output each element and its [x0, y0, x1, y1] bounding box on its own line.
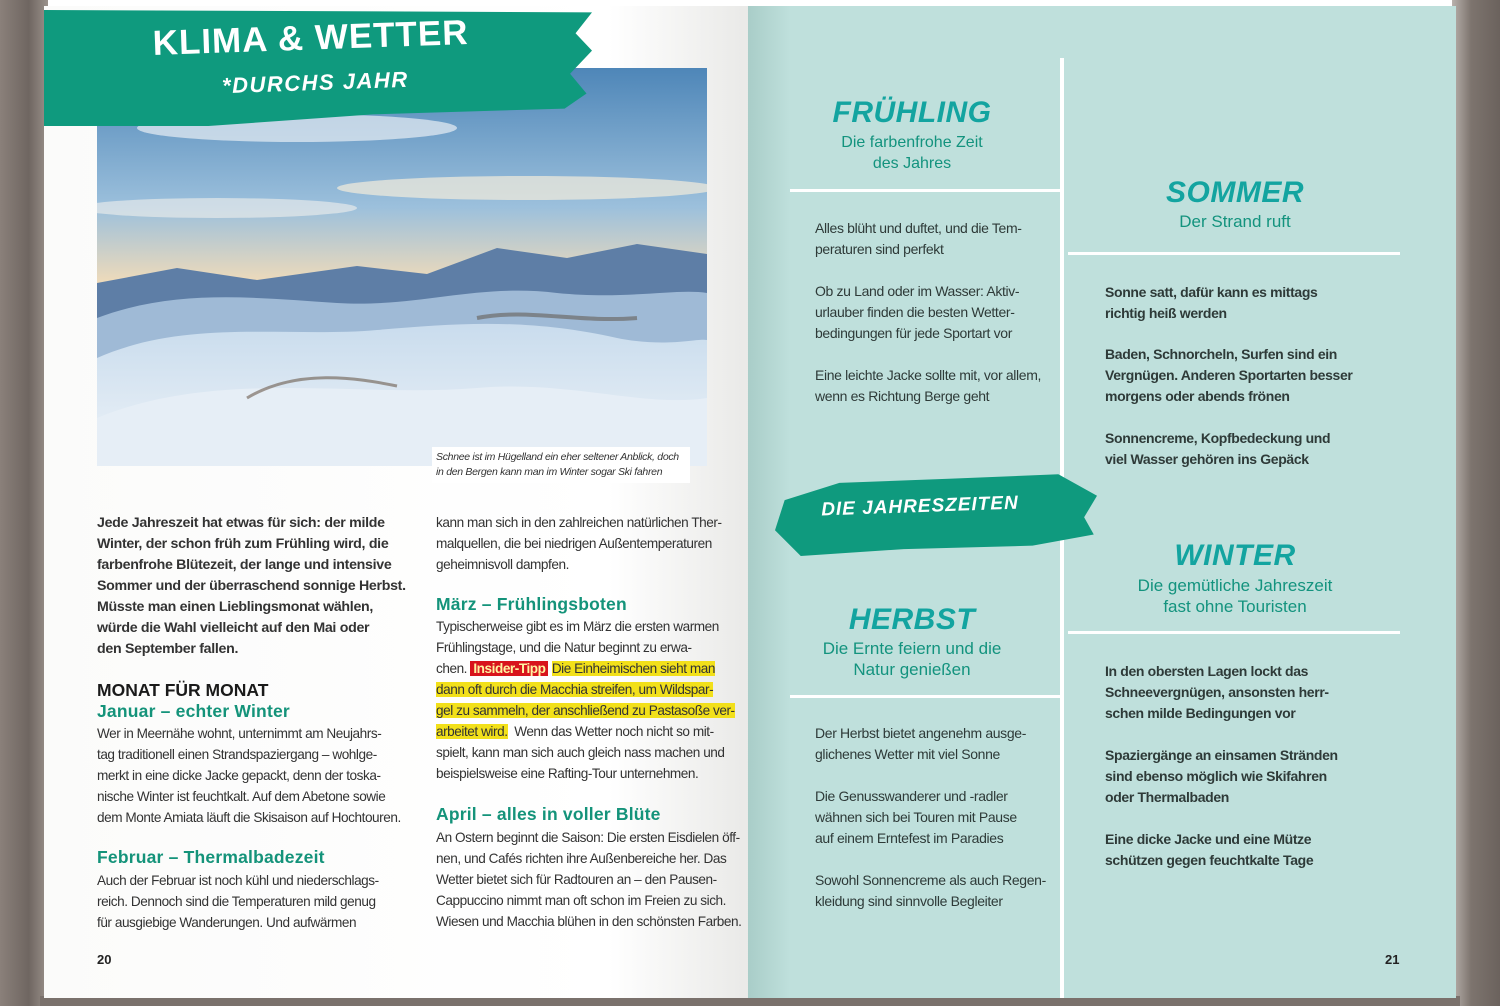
sommer-subtitle: Der Strand ruft [1179, 212, 1291, 231]
januar-text: Wer in Meernähe wohnt, unternimmt am Neujahrs- tag traditionell einen Strandspaziergang – wohlge- merkt in eine dicke Jacke gepackt, denn der toska- nische Winter ist feuchtkalt. Auf dem Abetone sowie dem Monte Amiata läuft die Skisaison auf Hochtouren. [97, 726, 401, 825]
page-subtitle: *DURCHS JAHR [221, 66, 410, 99]
april-text: An Ostern beginnt die Saison: Die ersten Eisdielen öff- nen, und Cafés richten ihre Außenbereiche her. Das Wetter bietet sich für Radtouren an – den Pausen- Cappuccino nimmt man oft schon im Freien zu sich. Wiesen und Macchia blühen in den schönsten Farben. [436, 830, 742, 929]
herbst-subtitle: Die Ernte feiern und die Natur genießen [822, 639, 1002, 679]
fruehling-subtitle: Die farbenfrohe Zeit des Jahres [841, 134, 983, 172]
sommer-title: SOMMER [1166, 176, 1304, 209]
sommer-point: Sonnencreme, Kopfbedeckung und viel Wasser gehören ins Gepäck [1105, 430, 1331, 467]
herbst-point: Sowohl Sonnencreme als auch Regen- kleidung sind sinnvolle Begleiter [815, 872, 1046, 909]
divider-sommer [1068, 252, 1400, 255]
insider-tipp-highlight: arbeitet wird. [436, 724, 508, 739]
sommer-point: Sonne satt, dafür kann es mittags richtig heiß werden [1105, 284, 1318, 321]
section-heading: MONAT FÜR MONAT [97, 680, 269, 700]
herbst-title: HERBST [848, 603, 976, 636]
februar-text-continued: kann man sich in den zahlreichen natürlichen Ther- malquellen, die bei niedrigen Außentemperaturen geheimnisvoll dampfen. [436, 515, 722, 572]
maerz-line4 [436, 679, 713, 700]
maerz-text-after: spielt, kann man sich auch gleich nass machen und beispielsweise eine Rafting-Tour unternehmen. [436, 745, 725, 781]
book-edge-left [0, 0, 48, 1006]
winter-landscape-photo [97, 68, 707, 466]
winter-title: WINTER [1174, 539, 1296, 572]
februar-text: Auch der Februar ist noch kühl und niederschlags- reich. Dennoch sind die Temperaturen mild genug für ausgiebige Wanderungen. Und aufwärmen [97, 873, 379, 930]
book-edge-right [1452, 0, 1500, 1006]
insider-tipp-highlight: Die Einheimischen sieht man [551, 661, 715, 676]
fruehling-point: Alles blüht und duftet, und die Tem- peraturen sind perfekt [815, 220, 1022, 257]
divider-fruehling [790, 189, 1062, 192]
winter-point: Eine dicke Jacke und eine Mütze schützen gegen feuchtkalte Tage [1105, 831, 1314, 868]
februar-heading: Februar – Thermalbadezeit [97, 847, 325, 867]
maerz-line3 [436, 658, 715, 679]
januar-heading: Januar – echter Winter [97, 701, 290, 721]
winter-point: Spaziergänge an einsamen Stränden sind ebenso möglich wie Skifahren oder Thermalbaden [1105, 747, 1338, 805]
intro-paragraph: Jede Jahreszeit hat etwas für sich: der milde Winter, der schon früh zum Frühling wird, die farbenfrohe Blütezeit, der lange und intensive Sommer und der überraschend sonnige Herbst. Müsste man einen Lieblingsmonat wählen, würde die Wahl vielleicht auf den Mai oder den September fallen. [97, 515, 406, 657]
sommer-point: Baden, Schnorcheln, Surfen sind ein Vergnügen. Anderen Sportarten besser morgens oder abends frönen [1105, 346, 1353, 404]
insider-tipp-badge: Insider-Tipp [470, 661, 548, 676]
fruehling-point: Ob zu Land oder im Wasser: Aktiv- urlauber finden die besten Wetter- bedingungen für jede Sportart vor [815, 283, 1020, 341]
winter-subtitle: Die gemütliche Jahreszeit fast ohne Touristen [1137, 576, 1333, 616]
fruehling-title: FRÜHLING [832, 96, 992, 129]
maerz-heading: März – Frühlingsboten [436, 594, 627, 614]
divider-winter [1068, 631, 1400, 634]
page-title: KLIMA & WETTER [152, 12, 470, 63]
maerz-text-before: Typischerweise gibt es im März die ersten warmen Frühlingstage, und die Natur beginnt zu erwa- [436, 619, 719, 655]
fruehling-point: Eine leichte Jacke sollte mit, vor allem, wenn es Richtung Berge geht [815, 367, 1042, 404]
maerz-line5 [436, 700, 735, 721]
winter-point: In den obersten Lagen lockt das Schneevergnügen, ansonsten herr- schen milde Bedingungen vor [1105, 663, 1329, 721]
insider-tipp-highlight: gel zu sammeln, der anschließend zu Pastasoße ver- [436, 703, 735, 718]
herbst-point: Die Genusswanderer und -radler wähnen sich bei Touren mit Pause auf einem Erntefest im Paradies [815, 788, 1017, 846]
photo-caption: Schnee ist im Hügelland ein eher seltener Anblick, doch in den Bergen kann man im Winter sogar Ski fahren [432, 447, 690, 483]
jahreszeiten-label: DIE JAHRESZEITEN [820, 492, 1020, 521]
maerz-after-highlight: Wenn das Wetter noch nicht so mit- [514, 724, 714, 739]
page-number-right: 21 [1385, 952, 1400, 967]
maerz-line3-start: chen. [436, 661, 468, 676]
page-number-left: 20 [97, 952, 112, 967]
insider-tipp-highlight: dann oft durch die Macchia streifen, um Wildspar- [436, 682, 714, 697]
divider-herbst [790, 695, 1062, 698]
herbst-point: Der Herbst bietet angenehm ausge- glichenes Wetter mit viel Sonne [815, 725, 1027, 762]
maerz-line6 [436, 721, 714, 742]
april-heading: April – alles in voller Blüte [436, 804, 661, 824]
